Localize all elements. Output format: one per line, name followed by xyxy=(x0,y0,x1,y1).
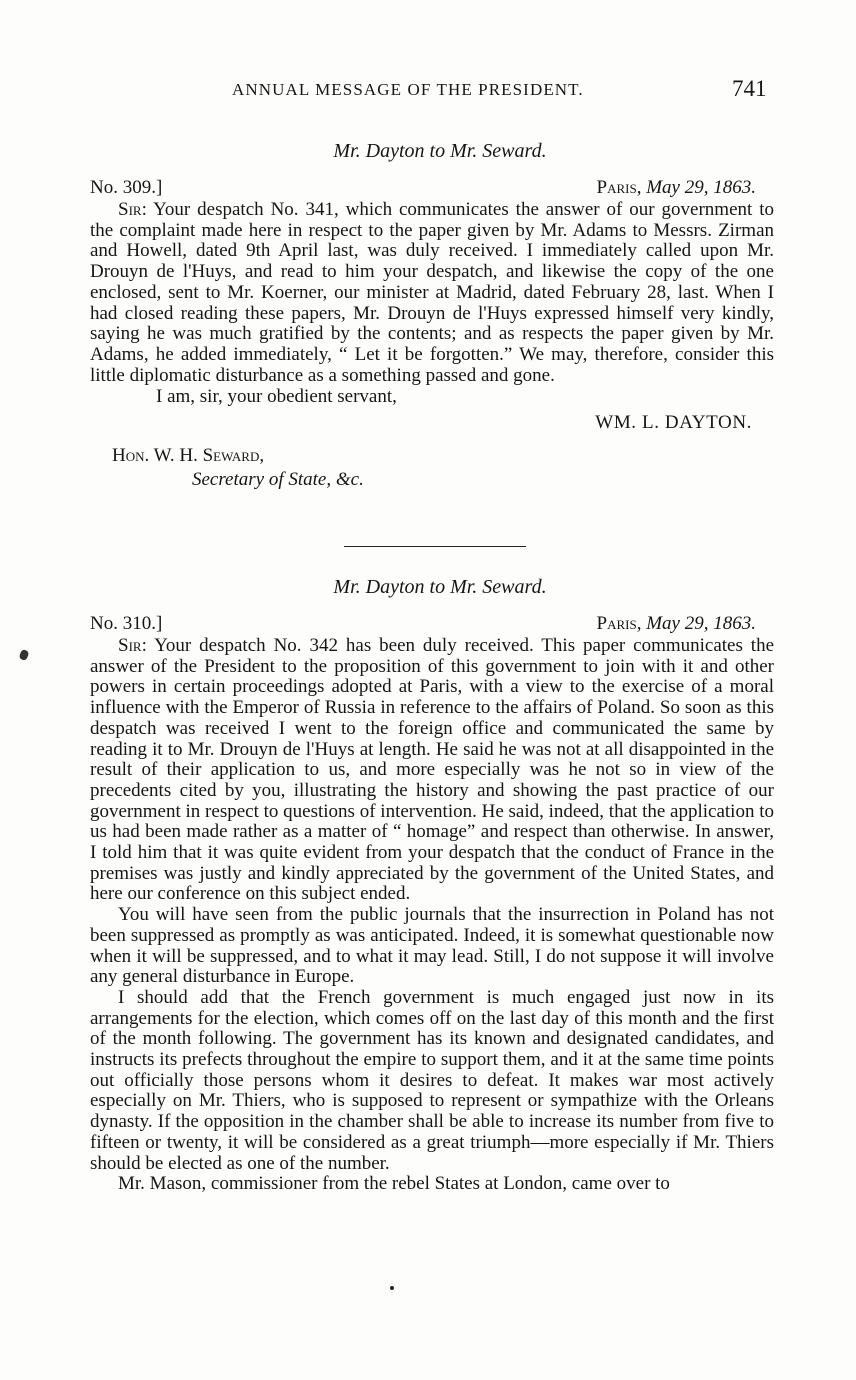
body-paragraph xyxy=(90,636,774,905)
addressee xyxy=(90,444,774,468)
footer-dot xyxy=(390,1286,394,1290)
place-date xyxy=(597,176,756,200)
body-paragraph: Mr. Mason, commissioner from the rebel States at London, came over to xyxy=(118,1173,670,1195)
letter-heading: Mr. Dayton to Mr. Seward. xyxy=(333,576,547,598)
salutation: Sir: xyxy=(118,635,147,656)
running-title: ANNUAL MESSAGE OF THE PRESIDENT. xyxy=(232,80,584,99)
body-paragraph: I should add that the French government is much engaged just now in its arrangements for the election, which comes off on the last day of this month and the first of the month following. The government has its known and designated candidates, and instructs its prefects throughout the empire to support them, and it at the same time points out officially those persons whom it desires to defeat. It makes war most actively especially on Mr. Thiers, who is supposed to represent or sympathize with the Orleans dynasty. If the opposition in the chamber shall be able to increase its number from five to fifteen or twenty, it will be considered as a great triumph—more especially if Mr. Thiers should be elected as one of the number. xyxy=(90,986,774,1174)
signature: WM. L. DAYTON. xyxy=(595,412,752,434)
margin-ink-mark xyxy=(19,649,30,661)
place-date xyxy=(597,612,756,636)
dateline xyxy=(90,176,774,200)
place: Paris, xyxy=(596,177,642,198)
despatch-number: No. 309.] xyxy=(90,177,163,198)
paragraph-text: Your despatch No. 341, which communicates the answer of our government to the complaint made here in respect to the paper given by Mr. Adams to Messrs. Zirman and Howell, dated 9th April last, was duly received. I immediately called upon Mr. Drouyn de l'Huys, and read to him your despatch, and likewise the copy of the one enclosed, sent to Mr. Koerner, our minister at Madrid, dated February 28, last. When I had closed reading these papers, Mr. Drouyn de l'Huys expressed himself very kindly, saying he was much gratified by the contents; and as respects the paper given by Mr. Adams, he added immediately, “ Let it be forgotten.” We may, therefore, consider this little diplomatic disturbance as a something passed and gone. xyxy=(90,199,774,386)
letter-heading: Mr. Dayton to Mr. Seward. xyxy=(333,140,547,162)
salutation: Sir: xyxy=(118,199,147,220)
date: May 29, 1863. xyxy=(646,177,756,198)
closing: I am, sir, your obedient servant, xyxy=(156,386,397,408)
body-paragraph: You will have seen from the public journals that the insurrection in Poland has not been suppressed as promptly as was anticipated. Indeed, it is somewhat questionable now when it will be suppressed, and to what it may lead. Still, I do not suppose it will involve any general disturbance in Europe. xyxy=(90,904,774,988)
page-number: 741 xyxy=(732,76,767,101)
letter-309 xyxy=(90,136,774,492)
paragraph-text: Your despatch No. 342 has been duly received. This paper communicates the answer of the President to the proposition of this government to join with it and other powers in certain proceedings adopted at Paris, with a view to the exercise of a moral influence with the Emperor of Russia in reference to the affairs of Poland. So soon as this despatch was received I went to the foreign office and communicated the same by reading it to Mr. Drouyn de l'Huys at length. He said he was not at all disappointed in the result of their application to us, and more especially was he not so in view of the precedents cited by you, illustrating the history and showing the past practice of our government in respect to questions of intervention. He said, indeed, that the application to us had been made rather as a matter of “ homage” and respect than otherwise. In answer, I told him that it was quite evident from your despatch that the conduct of France in the premises was justly and kindly appreciated by the government of the United States, and here our conference on this subject ended. xyxy=(90,635,775,905)
addressee-name: Hon. W. H. Seward, xyxy=(112,445,265,467)
despatch-number: No. 310.] xyxy=(90,613,163,634)
body-paragraph xyxy=(90,200,774,386)
addressee-title: Secretary of State, &c. xyxy=(192,469,364,491)
place: Paris, xyxy=(596,613,642,634)
running-header xyxy=(0,76,856,106)
date: May 29, 1863. xyxy=(646,613,756,634)
dateline xyxy=(90,612,774,636)
letter-310 xyxy=(90,572,774,1195)
divider-rule xyxy=(344,546,526,547)
